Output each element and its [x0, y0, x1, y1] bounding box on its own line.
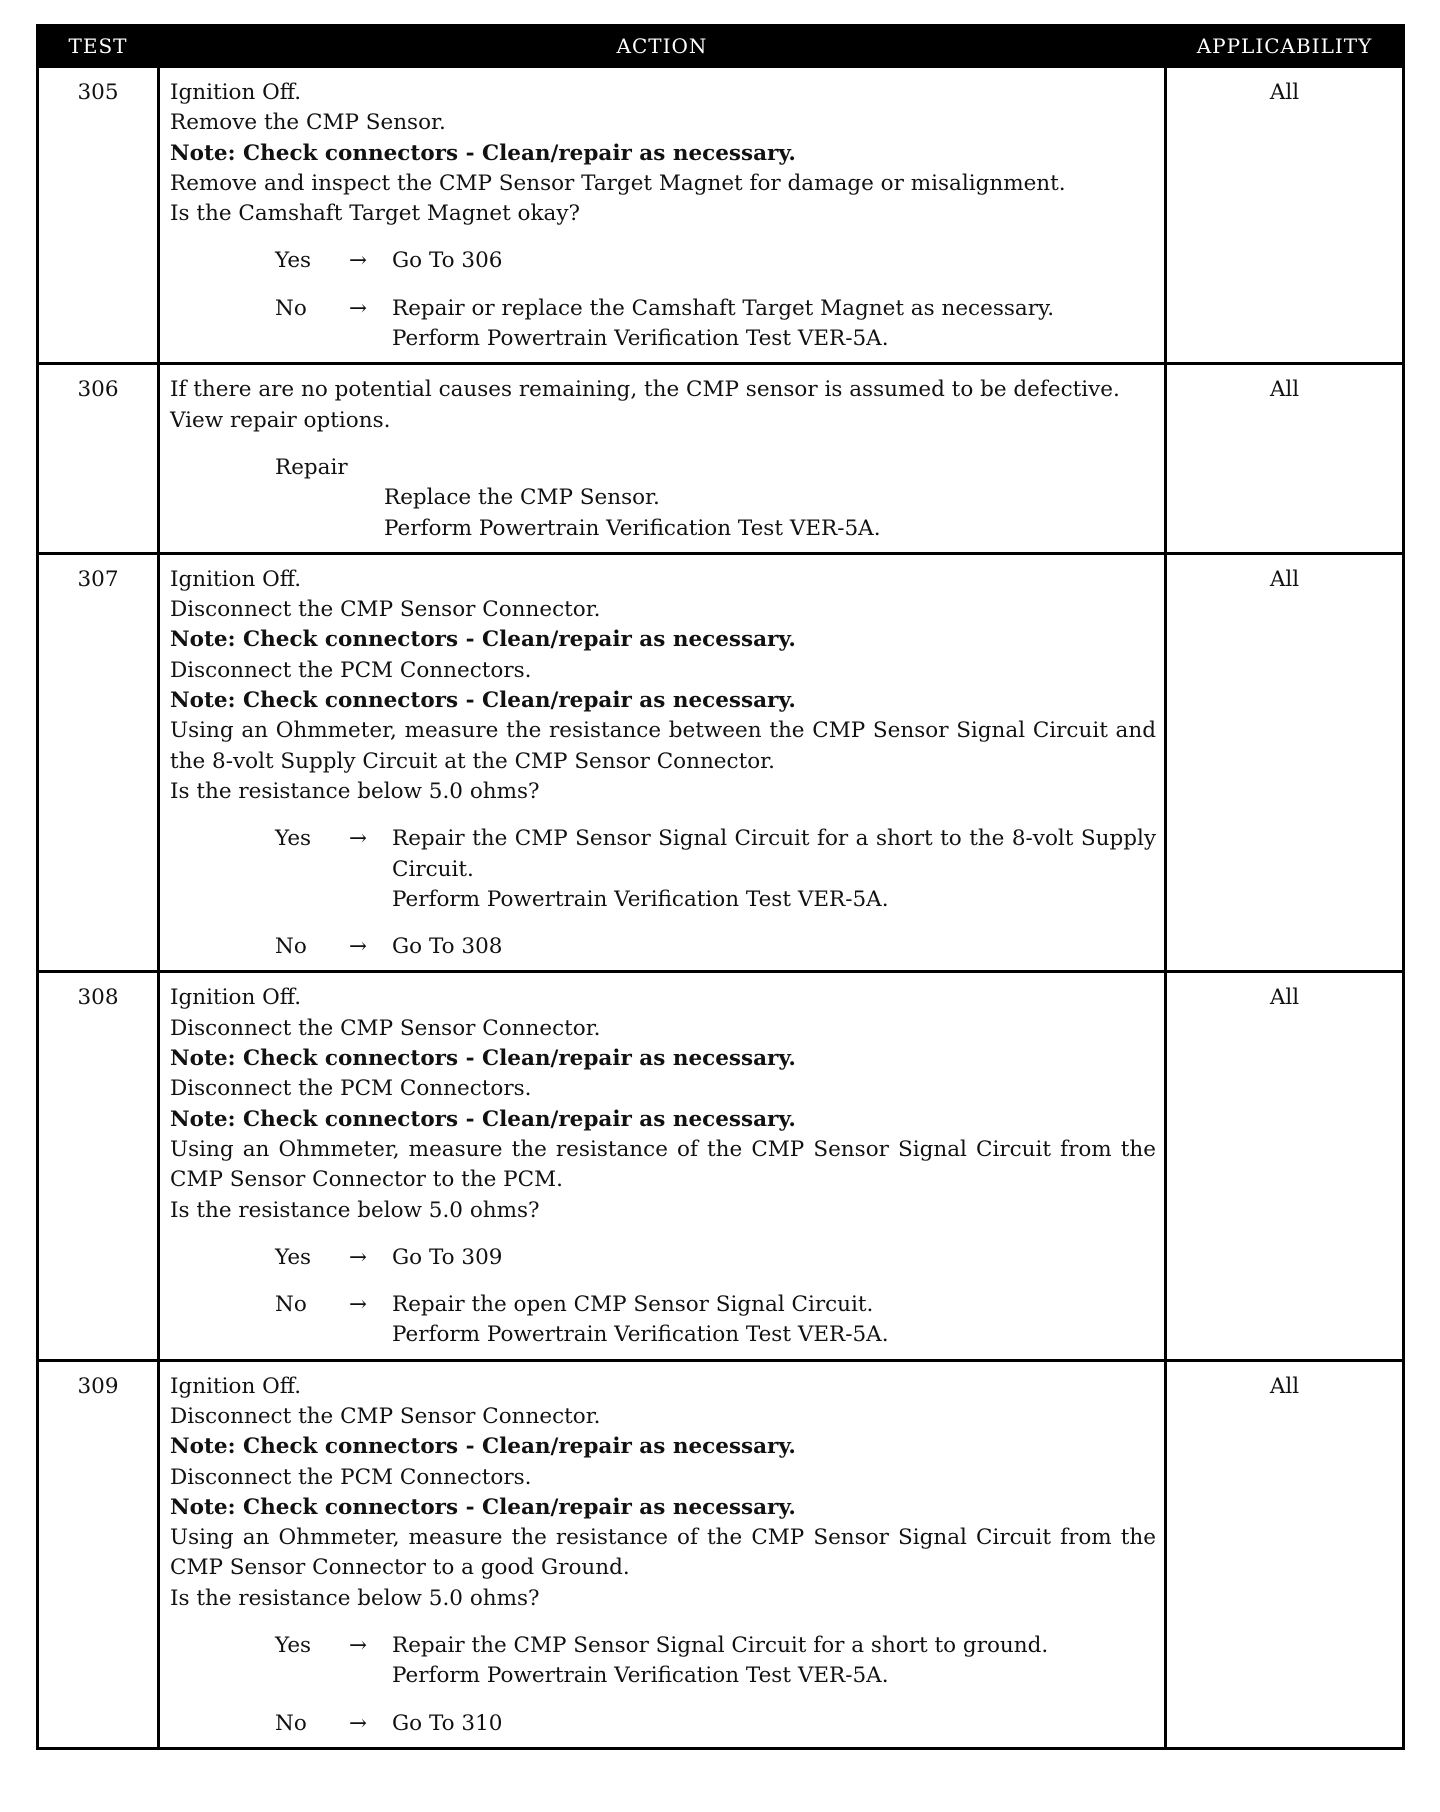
note-text: Note: Check connectors - Clean/repair as necessary. — [170, 627, 796, 653]
action-text: Using an Ohmmeter, measure the resistance of the CMP Sensor Signal Circuit from the CMP Sensor Connector to a good Ground. — [170, 1525, 1156, 1581]
test-rows — [38, 67, 1404, 1749]
applicability: All — [1166, 67, 1404, 364]
action-text: Is the resistance below 5.0 ohms? — [170, 1197, 540, 1223]
no-result — [392, 294, 1156, 355]
header-action: ACTION — [159, 26, 1166, 67]
action-text: If there are no potential causes remaining, the CMP sensor is assumed to be defective. — [170, 377, 1120, 403]
action-cell — [159, 1360, 1166, 1748]
no-branch — [170, 932, 1156, 962]
yes-branch — [170, 824, 1156, 915]
arrow-right-icon: → — [348, 826, 367, 852]
repair-step: Replace the CMP Sensor. — [384, 485, 660, 511]
action-cell — [159, 553, 1166, 972]
header-row — [38, 26, 1404, 67]
action-text: Ignition Off. — [170, 985, 302, 1011]
no-branch — [170, 1290, 1156, 1351]
no-label: No — [275, 1292, 307, 1318]
action-text: Disconnect the PCM Connectors. — [170, 1076, 532, 1102]
result-text: Perform Powertrain Verification Test VER-5A. — [392, 326, 889, 352]
note-text: Note: Check connectors - Clean/repair as necessary. — [170, 1494, 796, 1520]
no-label: No — [275, 934, 307, 960]
no-result — [392, 932, 1156, 962]
result-text: Go To 310 — [392, 1710, 503, 1736]
header-applicability: APPLICABILITY — [1166, 26, 1404, 67]
test-number: 305 — [38, 67, 159, 364]
arrow-right-icon: → — [348, 1244, 367, 1270]
yes-label: Yes — [275, 248, 312, 274]
table-row — [38, 553, 1404, 972]
action-text: Remove the CMP Sensor. — [170, 110, 446, 136]
diagnostic-test-document — [36, 24, 1402, 1750]
arrow-right-icon: → — [348, 295, 367, 321]
result-text: Perform Powertrain Verification Test VER-5A. — [392, 1322, 889, 1348]
test-number: 306 — [38, 364, 159, 553]
no-label: No — [275, 1710, 307, 1736]
test-table — [36, 24, 1405, 1750]
test-number: 309 — [38, 1360, 159, 1748]
result-text: Perform Powertrain Verification Test VER-5A. — [392, 886, 889, 912]
action-text: View repair options. — [170, 407, 391, 433]
table-row — [38, 972, 1404, 1360]
action-cell — [159, 972, 1166, 1360]
applicability: All — [1166, 972, 1404, 1360]
result-text: Repair or replace the Camshaft Target Magnet as necessary. — [392, 295, 1055, 321]
note-text: Note: Check connectors - Clean/repair as necessary. — [170, 688, 796, 714]
repair-steps — [384, 483, 1156, 544]
no-label: No — [275, 295, 307, 321]
yes-result — [392, 1243, 1156, 1273]
arrow-right-icon: → — [348, 1710, 367, 1736]
yes-label: Yes — [275, 826, 312, 852]
action-text: Using an Ohmmeter, measure the resistance between the CMP Sensor Signal Circuit and the 8-volt Supply Circuit at the CMP Sensor Connector. — [170, 718, 1156, 774]
yes-result — [392, 246, 1156, 276]
note-text: Note: Check connectors - Clean/repair as necessary. — [170, 140, 796, 166]
table-row — [38, 364, 1404, 553]
yes-branch — [170, 1631, 1156, 1692]
result-text: Go To 309 — [392, 1244, 503, 1270]
arrow-right-icon: → — [348, 934, 367, 960]
arrow-right-icon: → — [348, 1633, 367, 1659]
no-result — [392, 1709, 1156, 1739]
repair-step: Perform Powertrain Verification Test VER-5A. — [384, 515, 881, 541]
action-text: Remove and inspect the CMP Sensor Target Magnet for damage or misalignment. — [170, 170, 1066, 196]
applicability: All — [1166, 553, 1404, 972]
no-result — [392, 1290, 1156, 1351]
yes-result — [392, 824, 1156, 915]
action-text: Ignition Off. — [170, 80, 302, 105]
result-text: Repair the CMP Sensor Signal Circuit for a short to ground. — [392, 1633, 1049, 1659]
repair-label: Repair — [275, 454, 348, 480]
action-text: Disconnect the CMP Sensor Connector. — [170, 597, 601, 623]
header-test: TEST — [38, 26, 159, 67]
action-text: Disconnect the PCM Connectors. — [170, 657, 532, 683]
yes-branch — [170, 1243, 1156, 1273]
test-number: 307 — [38, 553, 159, 972]
action-cell — [159, 67, 1166, 364]
yes-branch — [170, 246, 1156, 276]
action-text: Using an Ohmmeter, measure the resistance of the CMP Sensor Signal Circuit from the CMP Sensor Connector to the PCM. — [170, 1136, 1156, 1193]
applicability: All — [1166, 1360, 1404, 1748]
action-text: Disconnect the CMP Sensor Connector. — [170, 1403, 601, 1429]
action-text: Is the resistance below 5.0 ohms? — [170, 1585, 540, 1611]
yes-result — [392, 1631, 1156, 1692]
result-text: Go To 308 — [392, 934, 503, 960]
note-text: Note: Check connectors - Clean/repair as necessary. — [170, 1434, 796, 1460]
yes-label: Yes — [275, 1244, 312, 1270]
note-text: Note: Check connectors - Clean/repair as necessary. — [170, 1046, 796, 1072]
result-text: Repair the CMP Sensor Signal Circuit for a short to the 8-volt Supply Circuit. — [392, 826, 1156, 882]
applicability: All — [1166, 364, 1404, 553]
result-text: Go To 306 — [392, 248, 503, 274]
table-row — [38, 67, 1404, 364]
action-cell — [159, 364, 1166, 553]
result-text: Perform Powertrain Verification Test VER-5A. — [392, 1663, 889, 1689]
no-branch — [170, 294, 1156, 355]
result-text: Repair the open CMP Sensor Signal Circuit. — [392, 1292, 874, 1318]
arrow-right-icon: → — [348, 248, 367, 274]
yes-label: Yes — [275, 1633, 312, 1659]
table-row — [38, 1360, 1404, 1748]
repair-options — [170, 453, 1156, 544]
action-text: Is the resistance below 5.0 ohms? — [170, 778, 540, 804]
test-number: 308 — [38, 972, 159, 1360]
arrow-right-icon: → — [348, 1292, 367, 1318]
note-text: Note: Check connectors - Clean/repair as necessary. — [170, 1106, 796, 1132]
action-text: Disconnect the CMP Sensor Connector. — [170, 1015, 601, 1041]
no-branch — [170, 1709, 1156, 1739]
action-text: Disconnect the PCM Connectors. — [170, 1464, 532, 1490]
action-text: Is the Camshaft Target Magnet okay? — [170, 201, 581, 227]
action-text: Ignition Off. — [170, 566, 302, 592]
action-text: Ignition Off. — [170, 1373, 302, 1399]
